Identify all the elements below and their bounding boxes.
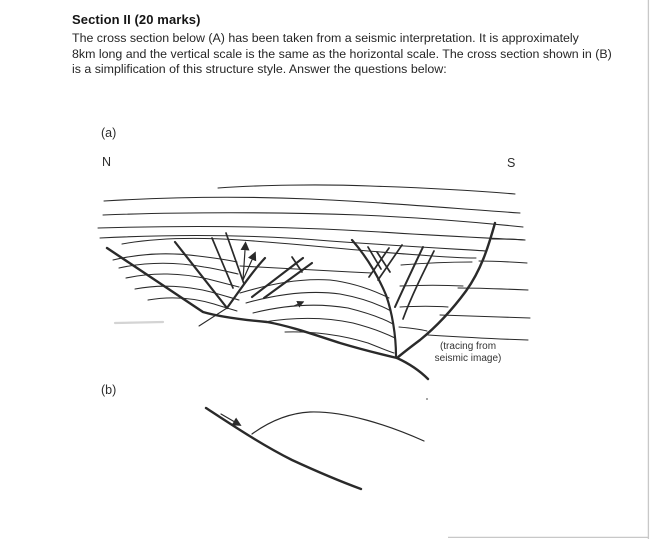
section-title: Section II (20 marks) [72, 12, 201, 27]
top-bedding-lines [98, 185, 525, 273]
rollover-anticline-line [252, 412, 424, 441]
faint-smudge [115, 322, 163, 323]
footwall-bedding [428, 239, 530, 340]
north-flank-bedding [113, 254, 239, 311]
simplified-sketch [206, 408, 424, 489]
paragraph-line: The cross section below (A) has been taken from a seismic interpretation. It is approximately [72, 31, 579, 45]
paragraph-line: 8km long and the vertical scale is the same as the horizontal scale. The cross section shown in (B) [72, 46, 612, 61]
intro-paragraph [72, 31, 612, 78]
figure-b-label: (b) [101, 383, 117, 397]
slip-arrows [243, 243, 255, 280]
stray-dot [426, 398, 428, 400]
south-label: S [507, 156, 516, 170]
bowl-bedding [240, 280, 395, 353]
paragraph-line: is a simplification of this structure style. Answer the questions below: [72, 62, 447, 77]
left-flower-faults [175, 233, 265, 326]
north-label: N [102, 155, 112, 169]
caption-line: (tracing from [439, 341, 497, 352]
figure-a-caption [413, 341, 523, 364]
simplified-listric-fault [206, 408, 361, 489]
figure-a-label: (a) [101, 126, 117, 140]
caption-line: seismic image) [434, 352, 502, 364]
